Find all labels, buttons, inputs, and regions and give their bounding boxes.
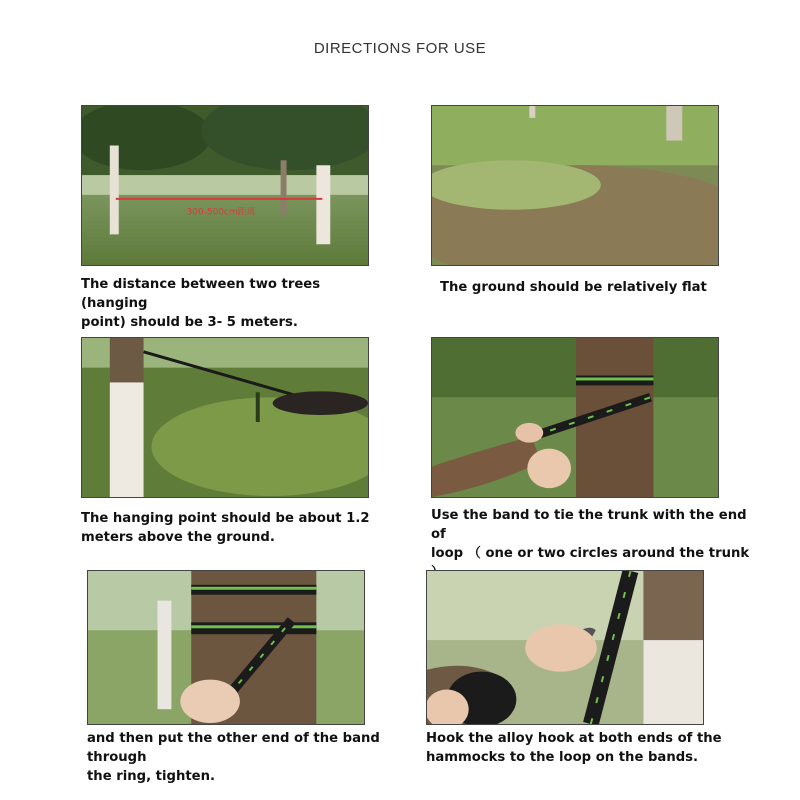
step-2-photo: [431, 105, 719, 266]
step-1-photo: [81, 105, 369, 266]
step-2-caption: The ground should be relatively flat: [440, 280, 707, 295]
step-4-caption: Use the band to tie the trunk with the end of loop （ one or two circles around the trunk: [431, 508, 750, 561]
distance-overlay-label: 300-500cm距离: [186, 207, 256, 218]
page-title: DIRECTIONS FOR USE: [313, 40, 487, 57]
step-5-photo: [87, 570, 365, 725]
step-6-caption: Hook the alloy hook at both ends of the hammocks to the loop on the bands.: [426, 731, 722, 765]
step-3-caption: The hanging point should be about 1.2 meters above the ground.: [81, 511, 370, 545]
step-4-photo: [431, 337, 719, 498]
step-3-photo: [81, 337, 369, 498]
step-1-caption: The distance between two trees (hanging point) should be 3- 5 meters.: [81, 277, 321, 330]
step-5-caption: and then put the other end of the band through the ring, tighten.: [87, 731, 380, 784]
step-6-photo: [426, 570, 704, 725]
